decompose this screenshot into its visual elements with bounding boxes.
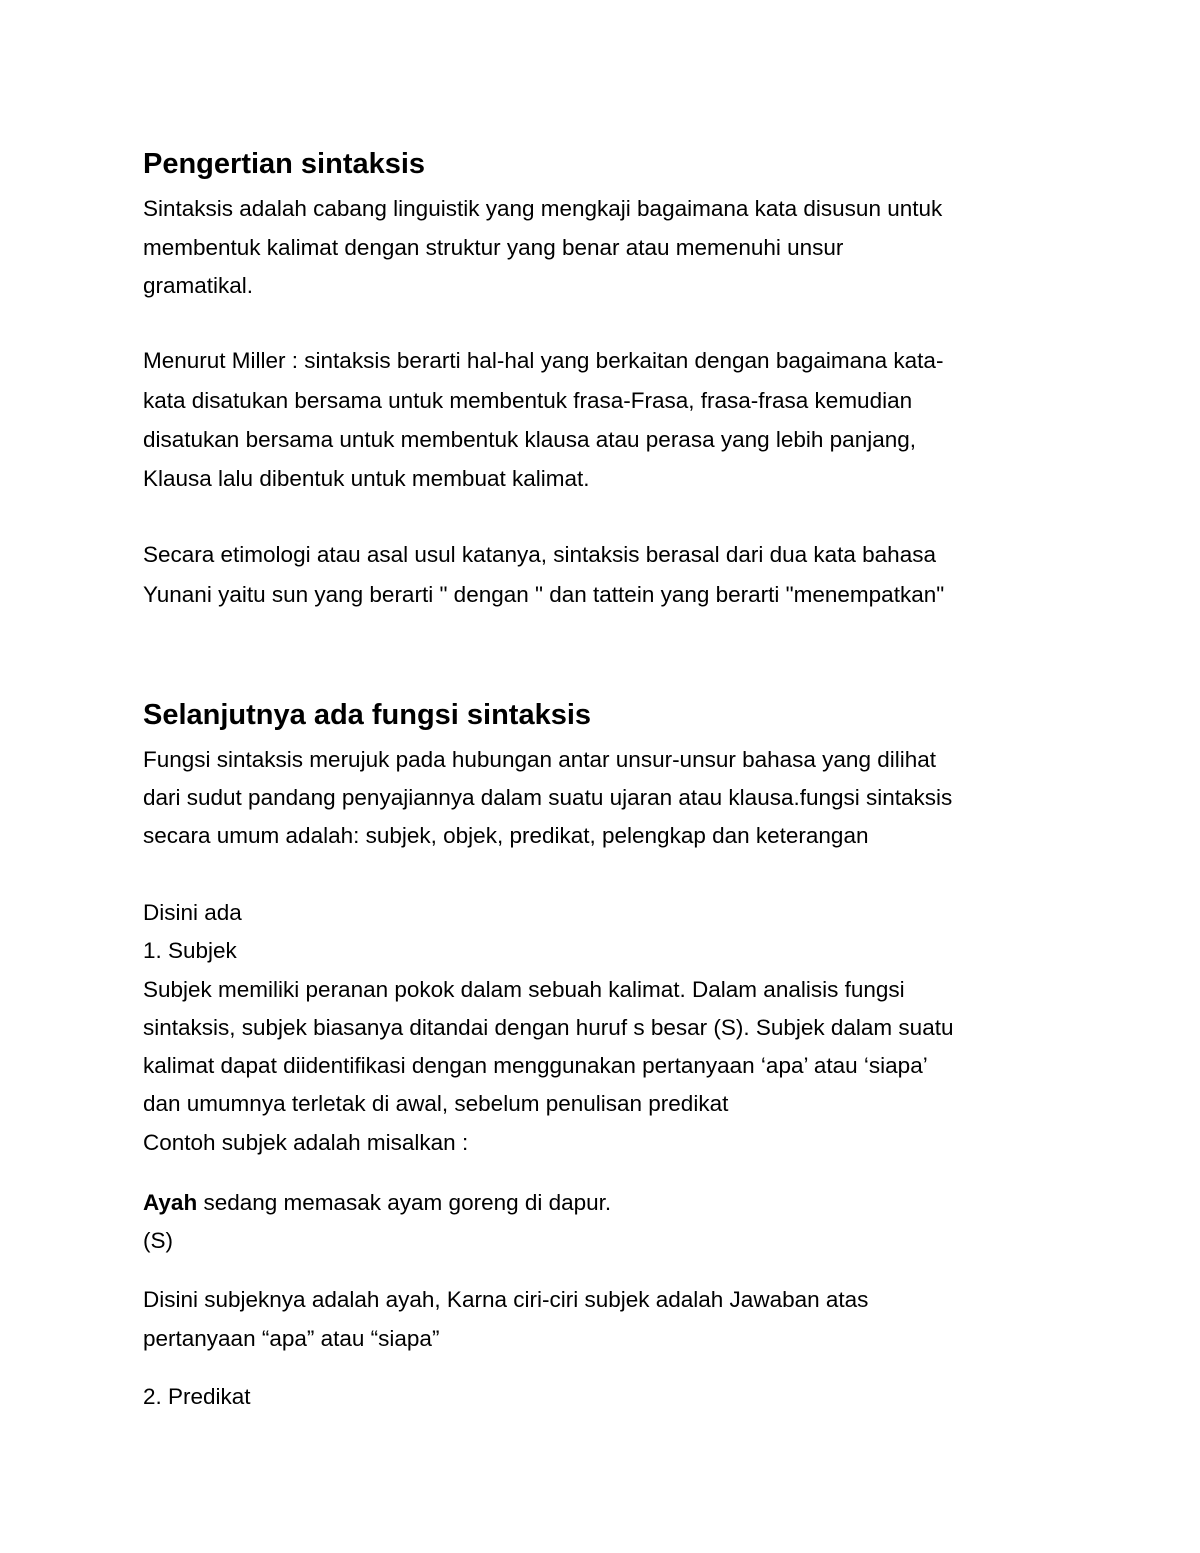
text-line: kalimat dapat diidentifikasi dengan menggunakan pertanyaan ‘apa’ atau ‘siapa’ <box>143 1053 928 1078</box>
text-line: Sintaksis adalah cabang linguistik yang mengkaji bagaimana kata disusun untuk <box>143 196 943 221</box>
text-line: Secara etimologi atau asal usul katanya, sintaksis berasal dari dua kata bahasa <box>143 542 936 567</box>
example-sentence-rest: sedang memasak ayam goreng di dapur. <box>197 1190 612 1215</box>
example-sentence <box>143 1188 611 1218</box>
text-line: disatukan bersama untuk membentuk klausa atau perasa yang lebih panjang, <box>143 427 916 452</box>
text-line: dan umumnya terletak di awal, sebelum penulisan predikat <box>143 1091 729 1116</box>
text-line: sintaksis, subjek biasanya ditandai dengan huruf s besar (S). Subjek dalam suatu <box>143 1015 954 1040</box>
text-line: Klausa lalu dibentuk untuk membuat kalimat. <box>143 466 590 491</box>
intro-text: Disini ada <box>143 900 242 925</box>
text-line: membentuk kalimat dengan struktur yang benar atau memenuhi unsur <box>143 235 844 260</box>
example-subject-word: Ayah <box>143 1190 198 1215</box>
text-line: gramatikal. <box>143 273 254 298</box>
heading-pengertian-sintaksis: Pengertian sintaksis <box>143 148 426 180</box>
text-line: kata disatukan bersama untuk membentuk frasa-Frasa, frasa-frasa kemudian <box>143 388 913 413</box>
text-line: Subjek memiliki peranan pokok dalam sebuah kalimat. Dalam analisis fungsi <box>143 977 905 1002</box>
text-line: pertanyaan “apa” atau “siapa” <box>143 1326 440 1351</box>
text-line: Disini subjeknya adalah ayah, Karna ciri-ciri subjek adalah Jawaban atas <box>143 1287 869 1312</box>
text-line: dari sudut pandang penyajiannya dalam suatu ujaran atau klausa.fungsi sintaksis <box>143 785 953 810</box>
text-line: Yunani yaitu sun yang berarti " dengan " dan tattein yang berarti "menempatkan" <box>143 582 945 607</box>
list-item-title-predikat: 2. Predikat <box>143 1384 251 1409</box>
heading-fungsi-sintaksis: Selanjutnya ada fungsi sintaksis <box>143 699 592 731</box>
text-line: Menurut Miller : sintaksis berarti hal-hal yang berkaitan dengan bagaimana kata- <box>143 348 944 373</box>
text-line: Fungsi sintaksis merujuk pada hubungan antar unsur-unsur bahasa yang dilihat <box>143 747 936 772</box>
list-item-title-subjek: 1. Subjek <box>143 938 237 963</box>
text-line: Contoh subjek adalah misalkan : <box>143 1130 469 1155</box>
text-line: secara umum adalah: subjek, objek, predikat, pelengkap dan keterangan <box>143 823 869 848</box>
example-marker: (S) <box>143 1228 173 1253</box>
